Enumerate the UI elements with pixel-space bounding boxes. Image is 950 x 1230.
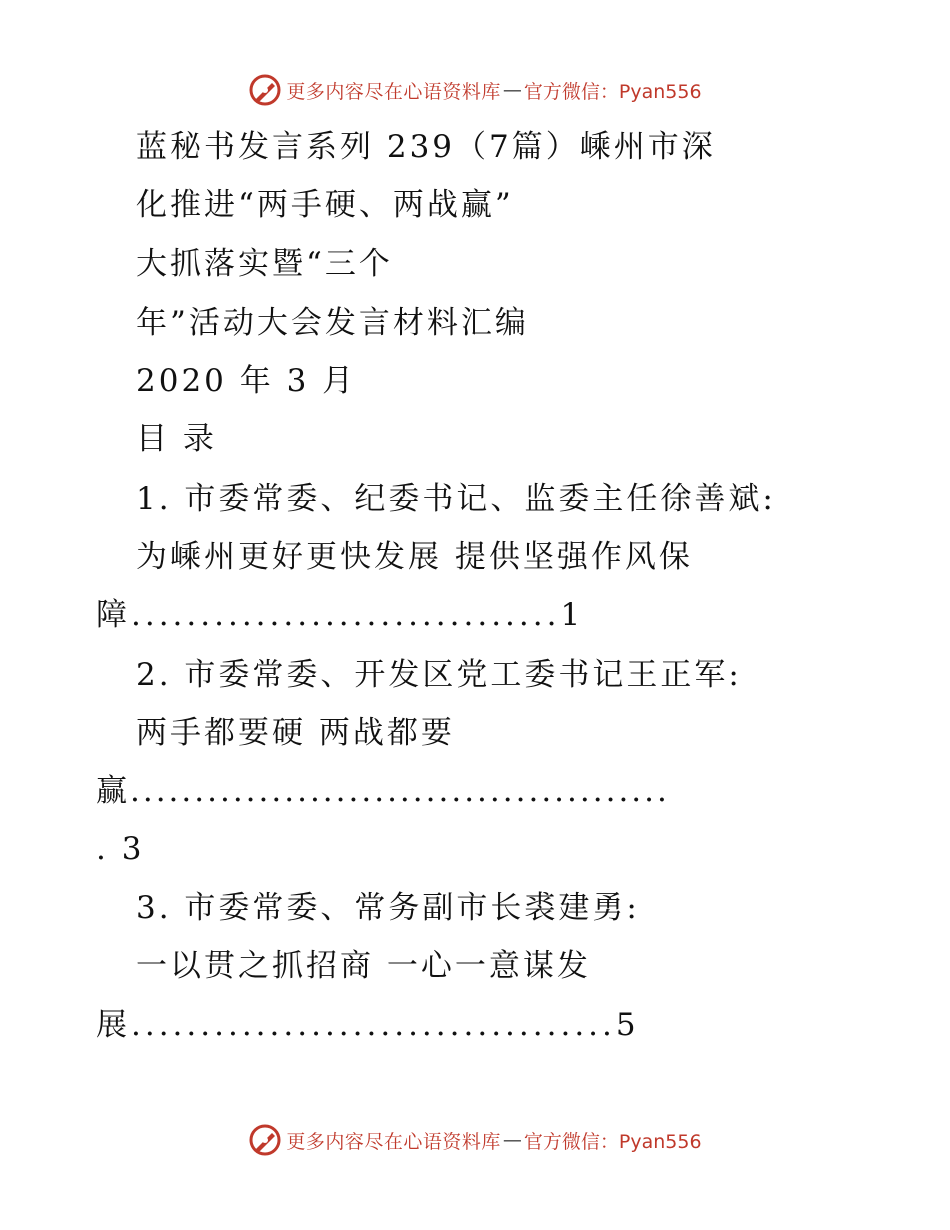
toc-item-3-speaker: 3. 市委常委、常务副市长裘建勇: [136,890,640,926]
banner-separator: — [502,79,522,101]
toc-item-1-tail: 障...............................1 [96,597,585,633]
pen-logo-icon [248,73,282,107]
toc-item-2-title: 两手都要硬 两战都要 [136,715,455,751]
pen-logo-icon [248,1123,282,1157]
banner-text: 更多内容尽在心语资料库 [286,80,501,103]
toc-item-1-title: 为嵊州更好更快发展 提供坚强作风保 [136,539,693,575]
header-watermark-banner [0,70,950,110]
footer-watermark-banner [0,1120,950,1160]
toc-item-3-tail: 展...................................5 [96,1007,640,1043]
toc-item-2-speaker: 2. 市委常委、开发区党工委书记王正军: [136,657,742,693]
toc-item-2-tail: 赢.......................................... [96,773,670,809]
document-date: 2020 年 3 月 [136,363,357,399]
toc-heading: 目 录 [136,421,217,457]
title-line-3: 大抓落实暨“三个 [136,246,393,282]
title-line-2: 化推进“两手硬、两战赢” [136,187,514,223]
banner-contact: 官方微信：Pyan556 [523,80,702,103]
banner-text: 更多内容尽在心语资料库 [286,1130,501,1153]
title-line-4: 年”活动大会发言材料汇编 [136,305,529,341]
title-line-1: 蓝秘书发言系列 239（7篇）嵊州市深 [136,129,716,165]
toc-item-3-title: 一以贯之抓招商 一心一意谋发 [136,948,591,984]
toc-item-2-page: . 3 [96,831,145,867]
banner-contact: 官方微信：Pyan556 [523,1130,702,1153]
toc-item-1-speaker: 1. 市委常委、纪委书记、监委主任徐善斌: [136,481,776,517]
banner-separator: — [502,1129,522,1151]
